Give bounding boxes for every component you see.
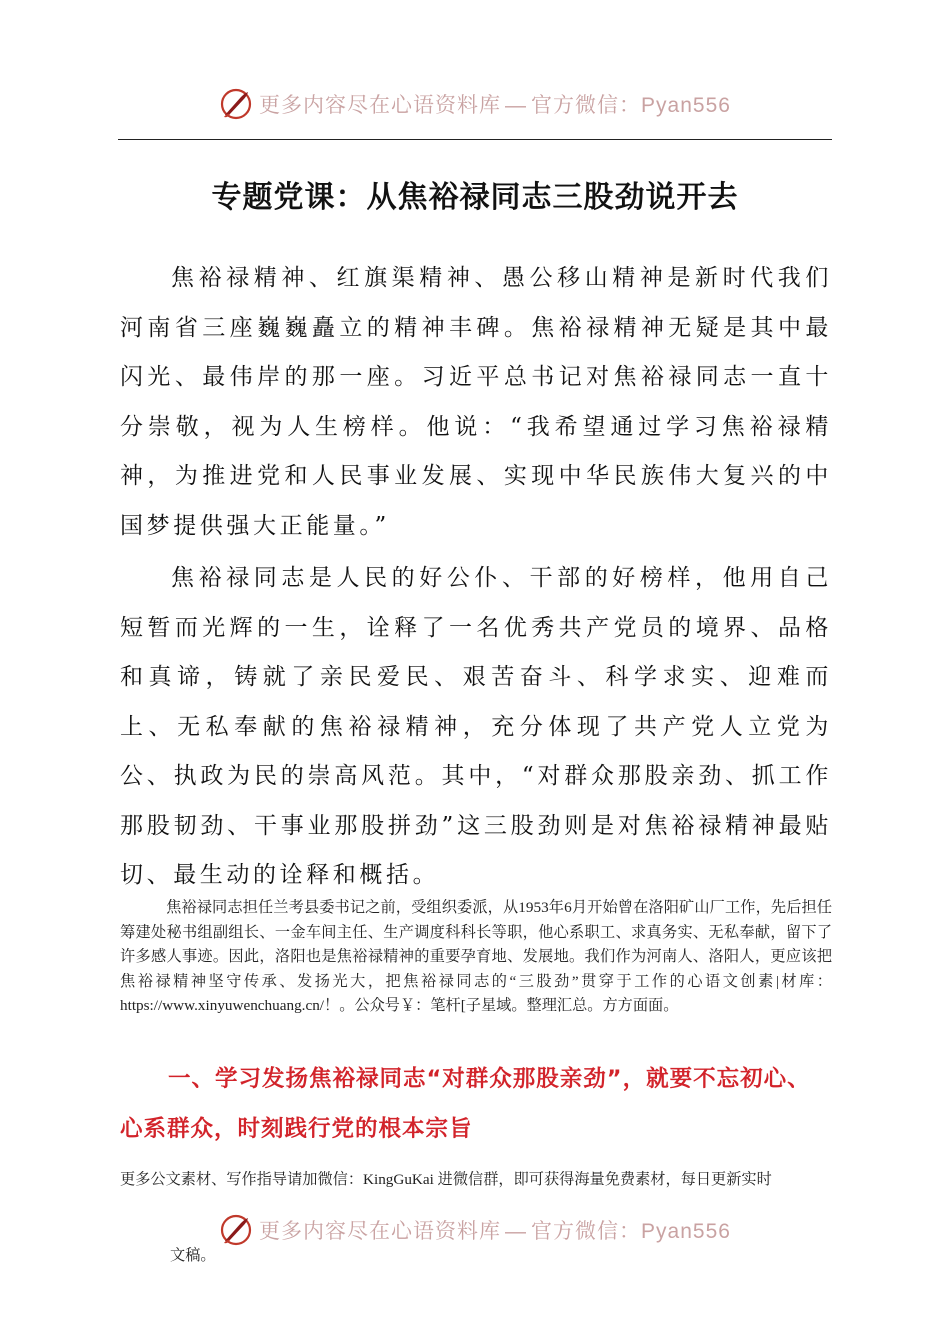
promo-line-1: 更多公文素材、写作指导请加微信：KingGuKai 进微信群，即可获得海量免费素材，每日更新实时	[120, 1171, 772, 1188]
banner-text	[259, 1215, 731, 1245]
banner-text	[259, 89, 731, 119]
footer-banner	[0, 1208, 950, 1252]
section-heading	[120, 1054, 832, 1154]
banner-wechat-label: 官方微信：	[531, 94, 642, 117]
banner-dash: —	[505, 94, 528, 117]
banner-dash: —	[505, 1220, 528, 1243]
brush-logo-icon	[219, 87, 253, 121]
header-divider	[118, 139, 832, 140]
paragraph-1	[120, 254, 832, 551]
section-heading-text: 一、学习发扬焦裕禄同志“对群众那股亲劲”，就要不忘初心、心系群众，时刻践行党的根本宗旨	[120, 1066, 811, 1142]
brush-logo-icon	[219, 1213, 253, 1247]
small-paragraph	[120, 896, 832, 1019]
paragraph-2-text: 焦裕禄同志是人民的好公仆、干部的好榜样，他用自己短暂而光辉的一生，诠释了一名优秀共产党员的境界、品格和真谛，铸就了亲民爱民、艰苦奋斗、科学求实、迎难而上、无私奉献的焦裕禄精神，充分体现了共产党人立党为公、执政为民的崇高风范。其中，“对群众那股亲劲、抓工作那股韧劲、干事业那股拼劲”这三股劲则是对焦裕禄精神最贴切、最生动的诠释和概括。	[120, 565, 832, 888]
banner-wechat-label: 官方微信：	[531, 1220, 642, 1243]
document-title: 专题党课：从焦裕禄同志三股劲说开去	[211, 180, 739, 215]
banner-wechat-id: Pyan556	[641, 1220, 731, 1243]
banner-site-text: 更多内容尽在心语资料库	[259, 1220, 502, 1243]
small-paragraph-text: 焦裕禄同志担任兰考县委书记之前，受组织委派，从1953年6月开始曾在洛阳矿山厂工作，先后担任筹建处秘书组副组长、一金车间主任、生产调度科科长等职，他心系职工、求真务实、无私奉献，留下了许多感人事迹。因此，洛阳也是焦裕禄精神的重要孕育地、发展地。我们作为河南人、洛阳人，更应该把焦裕禄精神坚守传承、发扬光大，把焦裕禄同志的“三股劲”贯穿于工作的心语文创素|材库：https://www.xinyuwenchuang.cn/！。公众号￥：笔杆[子星域。整理汇总。方方面面。	[120, 899, 832, 1015]
paragraph-1-text: 焦裕禄精神、红旗渠精神、愚公移山精神是新时代我们河南省三座巍巍矗立的精神丰碑。焦裕禄精神无疑是其中最闪光、最伟岸的那一座。习近平总书记对焦裕禄同志一直十分崇敬，视为人生榜样。他说：“我希望通过学习焦裕禄精神，为推进党和人民事业发展、实现中华民族伟大复兴的中国梦提供强大正能量。”	[120, 265, 832, 539]
banner-wechat-id: Pyan556	[641, 94, 731, 117]
banner-site-text: 更多内容尽在心语资料库	[259, 94, 502, 117]
paragraph-2	[120, 554, 832, 901]
promo-line-2: 文稿。	[170, 1247, 216, 1264]
header-banner	[0, 82, 950, 126]
